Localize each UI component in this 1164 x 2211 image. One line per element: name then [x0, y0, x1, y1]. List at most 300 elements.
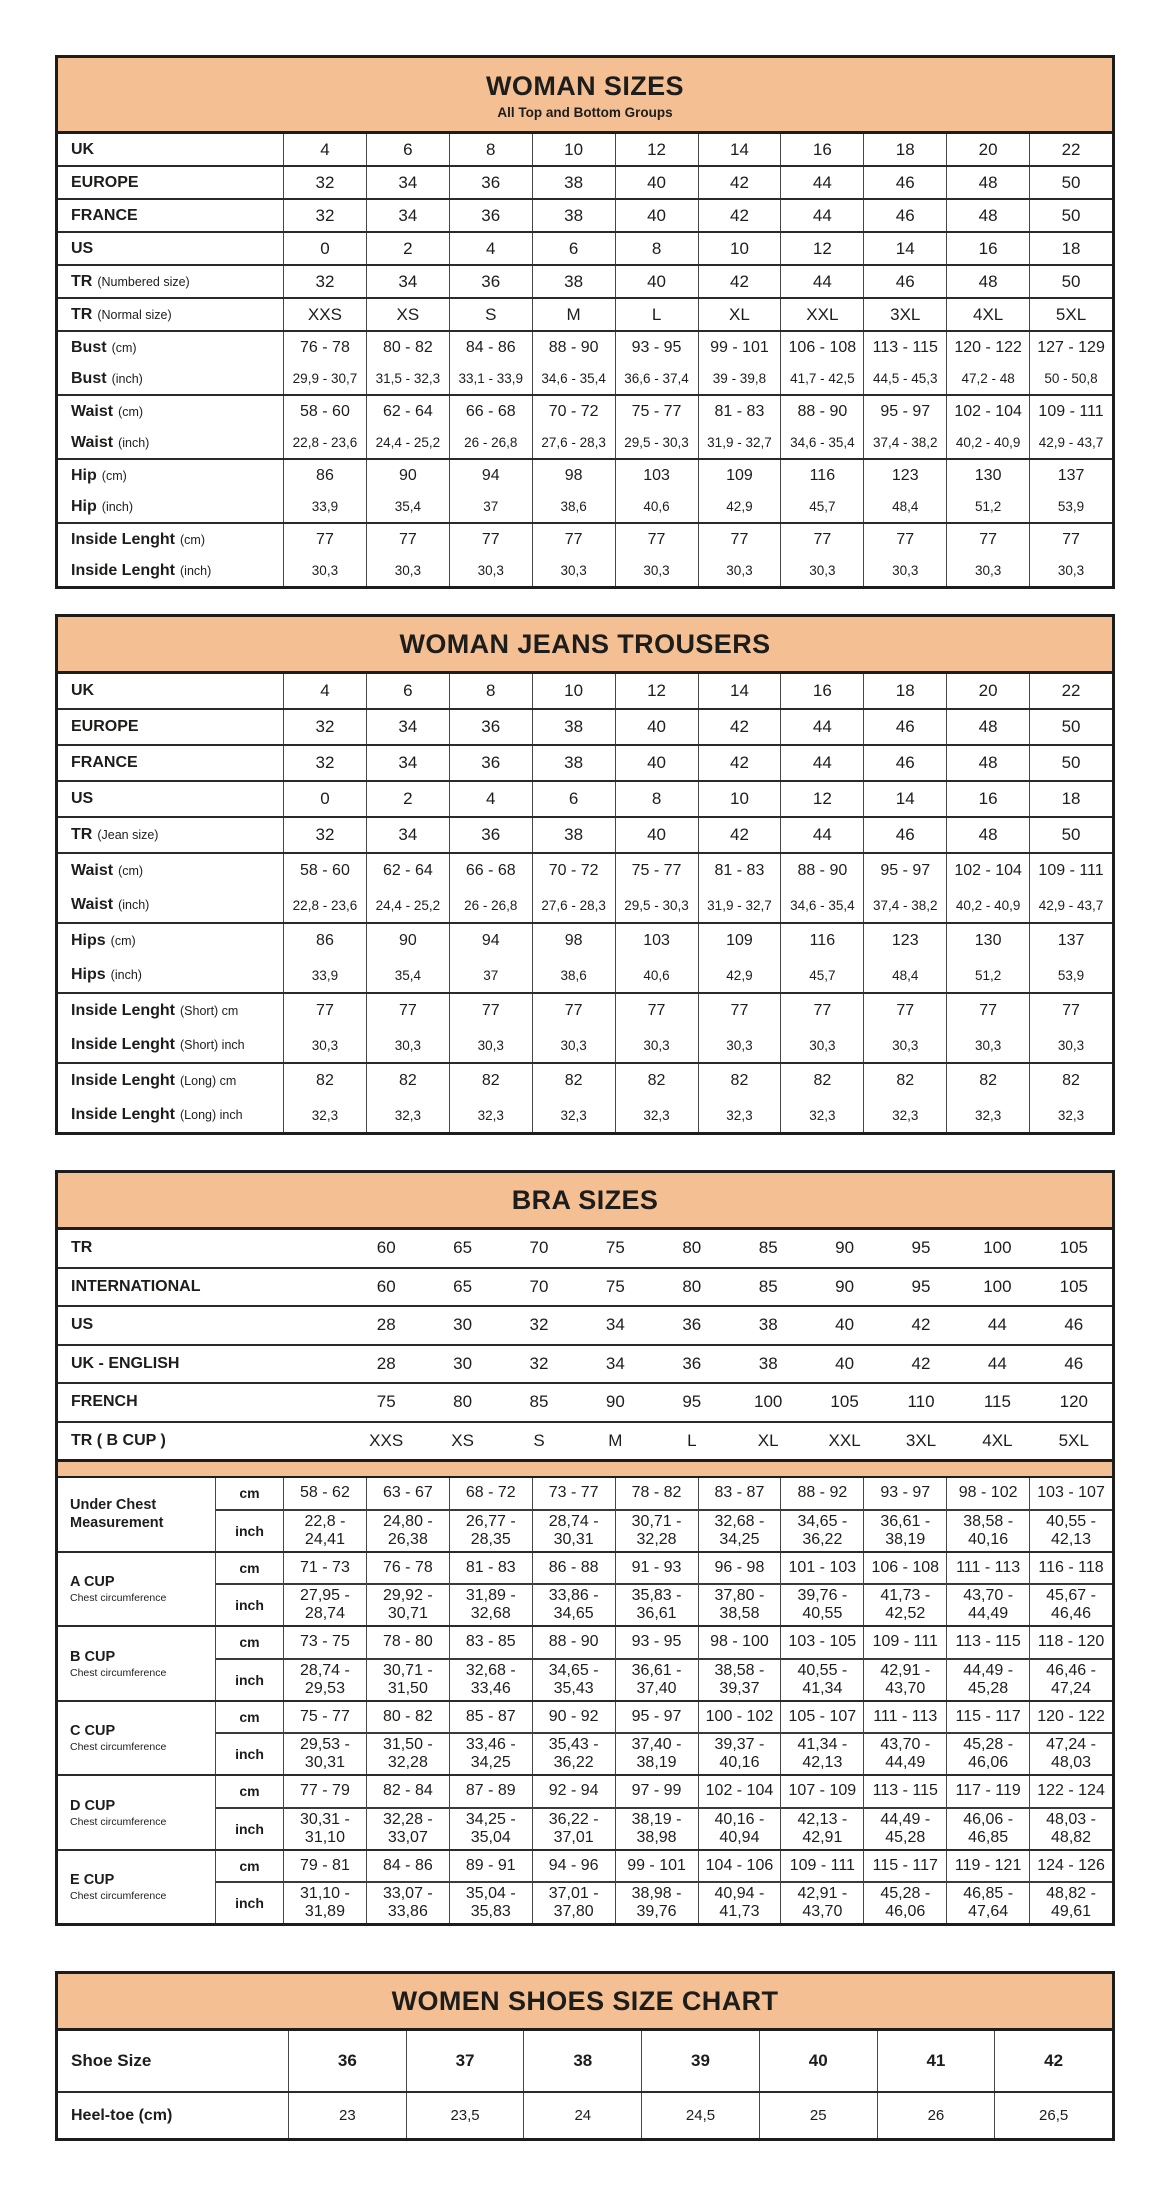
size-cell: 36 — [682, 1315, 702, 1335]
size-cell: 83 - 85 — [449, 1627, 532, 1658]
size-cell: 32 — [529, 1315, 549, 1335]
size-cell: 34,6 - 35,4 — [532, 363, 615, 394]
size-cell: 38,58 - 40,16 — [946, 1509, 1029, 1551]
cup-label — [58, 1776, 215, 1849]
table-row — [58, 818, 1112, 852]
size-cell: 82 — [780, 1064, 863, 1098]
size-cell: L — [687, 1430, 697, 1450]
size-cell: 82 — [449, 1064, 532, 1098]
size-cell: 46 — [1064, 1353, 1084, 1373]
row-label-note: (Short) cm — [180, 1004, 239, 1019]
size-cell: 30,3 — [615, 1028, 698, 1062]
size-cell: 90 — [605, 1392, 625, 1412]
size-cell: 40,55 - 41,34 — [780, 1658, 863, 1700]
size-cell: 35,4 — [366, 491, 449, 522]
size-cell: 84 - 86 — [366, 1851, 449, 1882]
row-label-note: (cm) — [101, 468, 127, 483]
size-cell: 31,50 - 32,28 — [366, 1732, 449, 1774]
row-label-note: (Jean size) — [97, 828, 159, 843]
row-label-note: (Long) cm — [180, 1074, 237, 1089]
size-cell: 42 — [698, 167, 781, 198]
separator-band — [58, 1459, 1112, 1478]
size-cell: 95 — [911, 1276, 931, 1296]
size-cell: 90 — [366, 924, 449, 958]
cup-label-text: D CUP — [70, 1797, 116, 1814]
size-cell: 41,73 - 42,52 — [863, 1583, 946, 1625]
row-group — [58, 134, 1112, 165]
size-cell: 109 - 111 — [1029, 854, 1112, 888]
size-cell: 31,89 - 32,68 — [449, 1583, 532, 1625]
size-cell: 40 — [615, 710, 698, 744]
size-cell: 0 — [283, 233, 366, 264]
row-label — [58, 1423, 348, 1460]
table-row — [58, 332, 1112, 363]
size-cell: 98 - 102 — [946, 1478, 1029, 1509]
size-cell: 26 - 26,8 — [449, 888, 532, 922]
size-cell: 44 — [987, 1353, 1007, 1373]
size-cell: 16 — [780, 674, 863, 708]
size-cell: 4 — [449, 233, 532, 264]
size-cell: 32,28 - 33,07 — [366, 1807, 449, 1849]
table-body — [58, 134, 1112, 586]
table-row — [58, 266, 1112, 297]
size-cell: 81 - 83 — [449, 1553, 532, 1584]
size-cell: 44,49 - 45,28 — [946, 1658, 1029, 1700]
size-cell: 77 — [946, 994, 1029, 1028]
size-cell: 46 — [863, 746, 946, 780]
size-cell: 88 - 90 — [780, 854, 863, 888]
row-label-note: (cm) — [110, 934, 136, 949]
size-cell: 82 — [283, 1064, 366, 1098]
size-cell: 77 — [283, 994, 366, 1028]
size-cell: 14 — [698, 674, 781, 708]
bra-band-sizes-body — [58, 1230, 1112, 1459]
size-cell: 75 - 77 — [615, 396, 698, 427]
cup-row-group — [58, 1700, 1112, 1775]
row-label-text: TR — [71, 1239, 93, 1257]
size-cell: 58 - 60 — [283, 854, 366, 888]
size-cell: 77 — [615, 994, 698, 1028]
row-label-text: TR ( B CUP ) — [71, 1431, 166, 1449]
size-cell: 80 — [682, 1276, 702, 1296]
size-cell: 30,71 - 32,28 — [615, 1509, 698, 1551]
row-label — [58, 818, 283, 852]
size-cell: 37 — [449, 491, 532, 522]
size-cell: 77 — [863, 994, 946, 1028]
table-row — [58, 134, 1112, 165]
table-row — [58, 1423, 1112, 1460]
size-cell: 93 - 95 — [615, 1627, 698, 1658]
size-cell: 86 - 88 — [532, 1553, 615, 1584]
size-cell: S — [533, 1430, 545, 1450]
size-cell: 44,5 - 45,3 — [863, 363, 946, 394]
row-label — [58, 233, 283, 264]
size-cell: 16 — [946, 233, 1029, 264]
unit-cm-cell: cm — [215, 1627, 283, 1658]
row-group — [58, 264, 1112, 297]
size-cell: 44 — [987, 1315, 1007, 1335]
row-label-text: TR — [71, 305, 93, 323]
size-cell: 30,3 — [946, 1028, 1029, 1062]
row-label — [58, 1028, 283, 1062]
size-cell: 37,01 - 37,80 — [532, 1881, 615, 1923]
row-label-note: (Long) inch — [180, 1108, 243, 1123]
size-cell: 34 — [366, 818, 449, 852]
size-cell: 34 — [605, 1315, 625, 1335]
size-cell: 77 — [698, 994, 781, 1028]
size-cell: 35,4 — [366, 958, 449, 992]
size-cell: 96 - 98 — [698, 1553, 781, 1584]
size-cell: 8 — [449, 134, 532, 165]
size-cell: 42 — [911, 1353, 931, 1373]
size-cell: 27,6 - 28,3 — [532, 427, 615, 458]
row-label-text: INTERNATIONAL — [71, 1277, 201, 1295]
size-cell: 23 — [288, 2093, 406, 2138]
size-cell: 38 — [758, 1315, 778, 1335]
size-cell: 32,3 — [283, 1098, 366, 1132]
size-cell: 82 - 84 — [366, 1776, 449, 1807]
size-cell: 2 — [366, 233, 449, 264]
row-label — [58, 491, 283, 522]
size-cell: 82 — [532, 1064, 615, 1098]
row-group — [58, 1267, 1112, 1306]
size-cell: 103 - 105 — [780, 1627, 863, 1658]
row-label-note: (cm) — [118, 864, 144, 879]
size-cell: 30,3 — [615, 555, 698, 586]
size-cell: 25 — [759, 2093, 877, 2138]
size-cell: 38,58 - 39,37 — [698, 1658, 781, 1700]
unit-inch-cell: inch — [215, 1658, 283, 1700]
row-label — [58, 674, 283, 708]
size-cell: 40 — [615, 200, 698, 231]
row-label-text: Waist — [71, 402, 114, 420]
size-cell: 83 - 87 — [698, 1478, 781, 1509]
row-label-text: FRANCE — [71, 754, 138, 772]
row-group — [58, 816, 1112, 852]
size-cell: 82 — [1029, 1064, 1112, 1098]
size-cell: 40 — [835, 1353, 855, 1373]
size-cell: 77 — [615, 524, 698, 555]
size-cell: 4 — [283, 674, 366, 708]
size-cell: 95 — [911, 1238, 931, 1258]
size-cell: 79 - 81 — [283, 1851, 366, 1882]
cup-label — [58, 1851, 215, 1924]
row-label — [58, 363, 283, 394]
size-cell: 90 - 92 — [532, 1702, 615, 1733]
size-cell: 82 — [863, 1064, 946, 1098]
size-cell: 98 - 100 — [698, 1627, 781, 1658]
row-label-text: Inside Lenght — [71, 1106, 175, 1124]
size-cell: 41,34 - 42,13 — [780, 1732, 863, 1774]
size-cell: 38 — [532, 167, 615, 198]
size-cell: 60 — [376, 1276, 396, 1296]
size-cell: 109 — [698, 924, 781, 958]
size-cell: 75 — [605, 1238, 625, 1258]
size-cell: 63 - 67 — [366, 1478, 449, 1509]
size-cell: 53,9 — [1029, 491, 1112, 522]
size-cell: 116 — [780, 924, 863, 958]
size-cell: 89 - 91 — [449, 1851, 532, 1882]
size-cell: 105 - 107 — [780, 1702, 863, 1733]
row-group — [58, 708, 1112, 744]
size-cell: 2 — [366, 782, 449, 816]
row-group — [58, 330, 1112, 394]
size-cell: 82 — [698, 1064, 781, 1098]
size-cell: 62 - 64 — [366, 396, 449, 427]
size-cell: 40 — [759, 2031, 877, 2091]
row-label — [58, 396, 283, 427]
size-cell: 36 — [449, 818, 532, 852]
size-cell: 94 - 96 — [532, 1851, 615, 1882]
size-cell: 48 — [946, 167, 1029, 198]
size-cell: 37,40 - 38,19 — [615, 1732, 698, 1774]
size-cell: 32,3 — [698, 1098, 781, 1132]
cup-label — [58, 1627, 215, 1700]
size-cell: S — [449, 299, 532, 330]
size-cell: 70 — [529, 1238, 549, 1258]
size-cell: 41,7 - 42,5 — [780, 363, 863, 394]
row-label-text: Inside Lenght — [71, 530, 175, 548]
size-cell: 77 — [863, 524, 946, 555]
size-cell: XXL — [828, 1430, 861, 1450]
size-cell: 39,37 - 40,16 — [698, 1732, 781, 1774]
size-cell: 109 - 111 — [780, 1851, 863, 1882]
size-cell: 40 — [615, 266, 698, 297]
size-cell: 28 — [376, 1315, 396, 1335]
size-cell: 50 — [1029, 266, 1112, 297]
size-cell: 120 — [1059, 1392, 1088, 1412]
row-group — [58, 852, 1112, 922]
size-cell: 34 — [366, 200, 449, 231]
size-cell: 34 — [366, 746, 449, 780]
size-cell: 37 — [406, 2031, 524, 2091]
size-cell: 36 — [449, 266, 532, 297]
row-group — [58, 198, 1112, 231]
size-cell: 29,53 - 30,31 — [283, 1732, 366, 1774]
size-cell: 22 — [1029, 134, 1112, 165]
size-cell: 30,3 — [283, 555, 366, 586]
size-cell: 48 — [946, 200, 1029, 231]
unit-cm-cell: cm — [215, 1478, 283, 1509]
size-cell: 44 — [780, 818, 863, 852]
table-row — [58, 427, 1112, 458]
size-cell: 34 — [366, 710, 449, 744]
size-cell: 38 — [523, 2031, 641, 2091]
size-cell: 30,3 — [1029, 1028, 1112, 1062]
size-cell: 109 — [698, 460, 781, 491]
size-cell: 88 - 90 — [532, 1627, 615, 1658]
unit-inch-cell: inch — [215, 1732, 283, 1774]
size-cell: 111 - 113 — [863, 1702, 946, 1733]
cup-label — [58, 1478, 215, 1551]
size-cell: 40 — [615, 167, 698, 198]
size-cell: 32 — [283, 200, 366, 231]
size-cell: 32,3 — [780, 1098, 863, 1132]
size-cell: 12 — [615, 134, 698, 165]
size-cell: 38 — [532, 200, 615, 231]
row-group — [58, 1062, 1112, 1132]
size-cell: 46 — [863, 167, 946, 198]
size-cell: 32,68 - 34,25 — [698, 1509, 781, 1551]
row-label-text: Bust — [71, 369, 107, 387]
row-label-text: FRANCE — [71, 206, 138, 224]
size-cell: 82 — [366, 1064, 449, 1098]
unit-cm-cell: cm — [215, 1702, 283, 1733]
size-cell: 26 — [877, 2093, 995, 2138]
table-row — [58, 924, 1112, 958]
size-cell: 38 — [532, 818, 615, 852]
size-cell: 20 — [946, 674, 1029, 708]
size-cell: 137 — [1029, 460, 1112, 491]
size-cell: 41 — [877, 2031, 995, 2091]
size-cell: 16 — [780, 134, 863, 165]
unit-inch-cell: inch — [215, 1881, 283, 1923]
row-label — [58, 299, 283, 330]
size-cell: 44 — [780, 167, 863, 198]
row-label-note: (Numbered size) — [97, 274, 190, 289]
row-group — [58, 992, 1112, 1062]
size-cell: 40,6 — [615, 491, 698, 522]
size-cell: 87 - 89 — [449, 1776, 532, 1807]
size-cell: 18 — [1029, 233, 1112, 264]
size-cell: 36 — [449, 167, 532, 198]
size-cell: 34,25 - 35,04 — [449, 1807, 532, 1849]
table-row — [58, 1384, 1112, 1421]
size-cell: 116 - 118 — [1029, 1553, 1112, 1584]
row-label-text: FRENCH — [71, 1393, 138, 1411]
size-cell: 32,3 — [366, 1098, 449, 1132]
size-cell: 50 — [1029, 746, 1112, 780]
cup-label-note: Chest circumference — [70, 1815, 167, 1828]
size-cell: 29,5 - 30,3 — [615, 888, 698, 922]
size-cell: 42,91 - 43,70 — [863, 1658, 946, 1700]
bra-sizes-table — [55, 1170, 1115, 1926]
row-label — [58, 427, 283, 458]
bra-cup-sizes-body — [58, 1478, 1112, 1923]
table-row — [58, 854, 1112, 888]
size-cell: 30,3 — [449, 1028, 532, 1062]
size-cell: 90 — [835, 1276, 855, 1296]
table-row — [58, 524, 1112, 555]
size-cell: 120 - 122 — [1029, 1702, 1112, 1733]
size-cell: 123 — [863, 460, 946, 491]
row-group — [58, 522, 1112, 586]
row-label-note: (inch) — [118, 435, 150, 450]
row-label — [58, 266, 283, 297]
row-label-note: (inch) — [111, 371, 143, 386]
size-cell: 48 — [946, 710, 1029, 744]
size-cell: 42 — [698, 710, 781, 744]
size-cell: 40,2 - 40,9 — [946, 427, 1029, 458]
row-group — [58, 1305, 1112, 1344]
size-cell: 32,3 — [449, 1098, 532, 1132]
row-label-text: Hips — [71, 932, 106, 950]
size-cell: 30 — [453, 1353, 473, 1373]
size-cell: 33,46 - 34,25 — [449, 1732, 532, 1774]
size-cell: 84 - 86 — [449, 332, 532, 363]
size-cell: 37 — [449, 958, 532, 992]
row-label — [58, 924, 283, 958]
row-label — [58, 994, 283, 1028]
size-cell: 130 — [946, 460, 1029, 491]
row-label-text: Waist — [71, 433, 114, 451]
size-cell: 100 — [754, 1392, 783, 1412]
size-cell: 18 — [1029, 782, 1112, 816]
size-cell: 30,3 — [698, 1028, 781, 1062]
size-cell: 53,9 — [1029, 958, 1112, 992]
table-row — [58, 555, 1112, 586]
size-cell: 33,86 - 34,65 — [532, 1583, 615, 1625]
size-cell: 75 — [605, 1276, 625, 1296]
size-cell: 46,06 - 46,85 — [946, 1807, 1029, 1849]
size-cell: 46,85 - 47,64 — [946, 1881, 1029, 1923]
table-row — [58, 2031, 1112, 2091]
row-label-text: US — [71, 1316, 94, 1334]
size-cell: 85 - 87 — [449, 1702, 532, 1733]
size-cell: 46 — [863, 200, 946, 231]
size-cell: 32 — [283, 167, 366, 198]
size-cell: 27,6 - 28,3 — [532, 888, 615, 922]
row-group — [58, 1421, 1112, 1460]
size-cell: 42 — [911, 1315, 931, 1335]
size-cell: 40 — [615, 818, 698, 852]
row-label-text: Bust — [71, 338, 107, 356]
row-label-text: UK — [71, 682, 95, 700]
size-cell: 36,61 - 37,40 — [615, 1658, 698, 1700]
size-cell: 30,3 — [366, 555, 449, 586]
size-cell: 98 — [532, 460, 615, 491]
size-cell: 30,3 — [698, 555, 781, 586]
size-cell: 18 — [863, 674, 946, 708]
size-cell: 42 — [698, 746, 781, 780]
size-cell: 77 - 79 — [283, 1776, 366, 1807]
size-cell: 82 — [946, 1064, 1029, 1098]
size-cell: 82 — [615, 1064, 698, 1098]
size-cell: 46,46 - 47,24 — [1029, 1658, 1112, 1700]
row-group — [58, 2031, 1112, 2091]
cup-label-note: Chest circumference — [70, 1890, 167, 1903]
unit-inch-cell: inch — [215, 1509, 283, 1551]
size-cell: 115 - 117 — [946, 1702, 1029, 1733]
size-cell: XXS — [369, 1430, 404, 1450]
size-cell: 14 — [698, 134, 781, 165]
row-label-text: Inside Lenght — [71, 561, 175, 579]
row-group — [58, 231, 1112, 264]
size-cell: 78 - 80 — [366, 1627, 449, 1658]
size-cell: 23,5 — [406, 2093, 524, 2138]
size-cell: 26,77 - 28,35 — [449, 1509, 532, 1551]
size-cell: 39 — [641, 2031, 759, 2091]
size-cell: 94 — [449, 924, 532, 958]
table-row — [58, 1230, 1112, 1267]
size-cell: 97 - 99 — [615, 1776, 698, 1807]
table-row — [58, 200, 1112, 231]
size-cell: 44 — [780, 710, 863, 744]
cup-row-group — [58, 1625, 1112, 1700]
size-cell: 85 — [529, 1392, 549, 1412]
size-cell: 93 - 97 — [863, 1478, 946, 1509]
row-label-text: TR — [71, 826, 93, 844]
row-label-text: TR — [71, 272, 93, 290]
table-body — [58, 674, 1112, 1132]
size-cell: 24,4 - 25,2 — [366, 888, 449, 922]
size-cell: 45,67 - 46,46 — [1029, 1583, 1112, 1625]
table-title: BRA SIZES — [511, 1185, 659, 1216]
size-cell: 80 - 82 — [366, 332, 449, 363]
size-cell: 32 — [283, 818, 366, 852]
size-cell: 127 - 129 — [1029, 332, 1112, 363]
size-cell: 22,8 - 24,41 — [283, 1509, 366, 1551]
